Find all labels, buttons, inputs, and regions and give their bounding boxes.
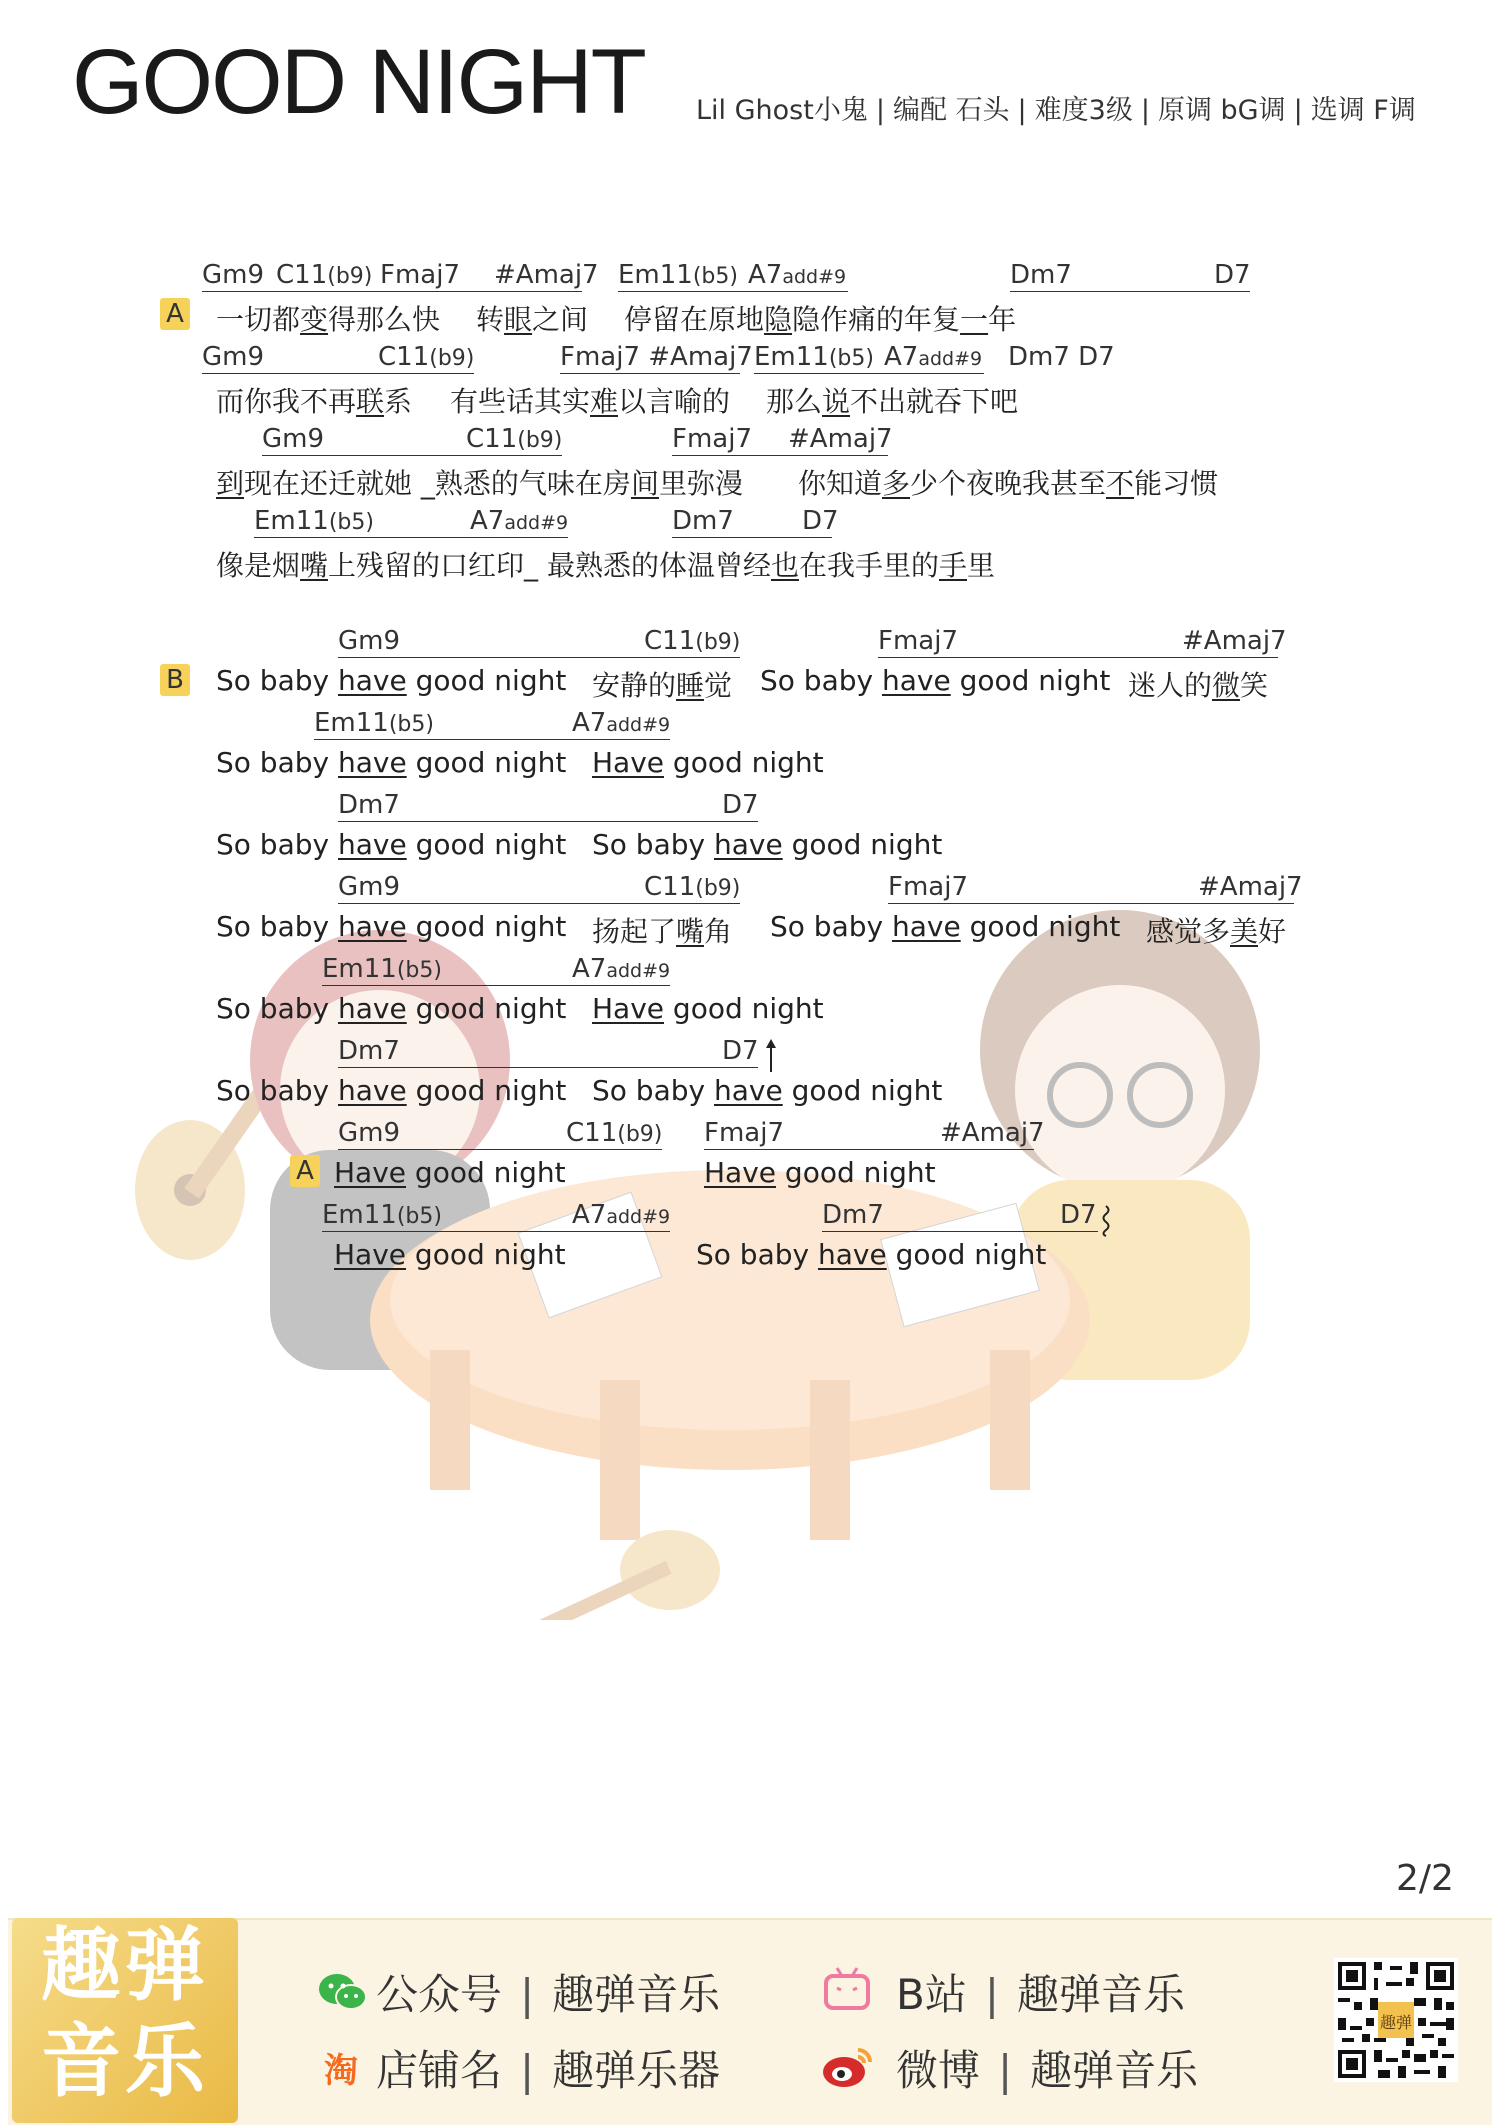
meta-arranger: 编配 石头 [892,95,1010,126]
lyric-text: 像是烟嘴上残留的口红印_ 最熟悉的体温曾经也在我手里的手里 [216,549,996,582]
page-number: 2/2 [1396,1858,1454,1899]
chord-duration-line [338,657,740,658]
chord-c11b9: C11(b9) [644,626,741,656]
lyric-text: 到现在还迁就她 _熟悉的气味在房间里弥漫 [216,467,743,500]
lyric-text: So baby have good night [216,1074,567,1107]
chord-line [0,954,1500,994]
chord-line [0,260,1500,300]
chord-line [0,1118,1500,1158]
song-title: GOOD NIGHT [72,31,645,133]
section-marker-a: A [160,298,190,330]
chord-duration-line [560,373,740,374]
chord-duration-line [314,739,670,740]
lyric-line [0,1156,1500,1196]
meta-difficulty: 难度3级 [1034,95,1133,126]
meta-selected-key: 选调 F调 [1310,95,1416,126]
chord-amaj7: #Amaj7 [940,1118,1045,1148]
chord-duration-line [878,657,1278,658]
chord-a7add9: A7add#9 [884,342,983,372]
bilibili-value: 趣弹音乐 [1016,1970,1185,2019]
lyric-text: 安静的睡觉 [592,669,733,702]
lyric-text: 你知道多少个夜晚我甚至不能习惯 [798,467,1219,500]
chord-em11b5: Em11(b5) [618,260,738,290]
chord-duration-line [618,291,848,292]
lyric-line [0,992,1500,1032]
lyric-line [0,298,1500,338]
chord-duration-line [262,455,562,456]
footer-separator: | [998,2046,1013,2095]
lyric-text: Have good night [334,1238,566,1271]
wechat-icon [318,1972,368,2012]
lyric-line [0,664,1500,704]
chord-duration-line [672,455,888,456]
chord-c11b9: C11(b9) [378,342,475,372]
chord-duration-line [704,1149,1034,1150]
chord-duration-line [754,373,984,374]
chord-duration-line [338,903,740,904]
lyric-text: 迷人的微笑 [1128,669,1269,702]
brand-logo [12,1918,238,2123]
chord-duration-line [322,1231,670,1232]
lyric-line [0,828,1500,868]
lyric-text: So baby have good night [216,992,567,1025]
chord-duration-line [338,821,758,822]
chord-a7add9: A7add#9 [572,954,671,984]
chord-em11b5: Em11(b5) [254,506,374,536]
chord-gm9: Gm9 [338,1118,401,1148]
bilibili-label: B站 [896,1970,967,2019]
footer-separator: | [984,1970,999,2019]
lyric-text: So baby have good night [592,828,943,861]
lyric-text: Have good night [592,992,824,1025]
meta-separator: | [1017,95,1027,126]
chord-dm7-d7: Dm7 D7 [1008,342,1115,372]
chord-line [0,1036,1500,1076]
qr-logo-text: 趣弹 [1379,2013,1413,2032]
lyric-line [0,910,1500,950]
section-marker-b: B [160,664,190,696]
chord-line [0,626,1500,666]
taobao-store [376,2038,720,2098]
chord-dm7: Dm7 [1010,260,1072,290]
chord-line [0,708,1500,748]
chord-c11b9: C11(b9) [276,260,373,290]
chord-fmaj7: Fmaj7 [380,260,460,290]
chord-fmaj7: Fmaj7 [704,1118,784,1148]
chord-gm9: Gm9 [338,626,401,656]
chord-d7: D7 [722,790,759,820]
chord-em11b5: Em11(b5) [314,708,434,738]
ukulele-bottom-icon [521,1530,720,1620]
chord-a7add9: A7add#9 [748,260,847,290]
weibo-label: 微博 [896,2046,981,2095]
svg-text:淘: 淘 [324,2051,358,2091]
chord-duration-line [202,373,474,374]
weibo-account [896,2038,1198,2098]
taobao-icon [318,2046,364,2092]
lyric-text: 有些话其实难以言喻的 [450,385,731,418]
lyric-text: Have good night [704,1156,936,1189]
lyric-line [0,1074,1500,1114]
chord-gm9: Gm9 [202,342,265,372]
weibo-icon [820,2044,876,2090]
footer-separator: | [520,1970,535,2019]
chord-gm9: Gm9 [262,424,325,454]
wechat-account [376,1962,720,2022]
brand-line-1: 趣弹 [41,1919,209,2012]
lyric-line [0,746,1500,786]
lyric-text: So baby have good night [216,664,567,697]
lyric-text: 感觉多美好 [1146,915,1287,948]
chord-a7add9: A7add#9 [470,506,569,536]
chord-c11b9: C11(b9) [566,1118,663,1148]
chord-duration-line [254,537,568,538]
arpeggio-icon [1100,1204,1112,1238]
section-marker-a-outro: A [290,1155,320,1187]
chord-d7: D7 [1214,260,1251,290]
chord-duration-line [202,291,582,292]
chord-fmaj7: Fmaj7 [888,872,968,902]
lyric-line [0,380,1500,420]
chord-amaj7: #Amaj7 [1182,626,1287,656]
bilibili-account [896,1962,1185,2022]
meta-separator: | [1140,95,1150,126]
lyric-line [0,1238,1500,1278]
weibo-value: 趣弹音乐 [1030,2046,1199,2095]
chord-amaj7: #Amaj7 [494,260,599,290]
lyric-text: So baby have good night [216,828,567,861]
qr-code [1334,1958,1458,2082]
lyric-text: 停留在原地隐隐作痛的年复一年 [624,303,1017,336]
chord-fmaj7: Fmaj7 [878,626,958,656]
chord-amaj7: #Amaj7 [788,424,893,454]
chord-dm7: Dm7 [338,790,400,820]
chord-fmaj7: Fmaj7 [672,424,752,454]
lyric-text: So baby have good night [770,910,1121,943]
chord-c11b9: C11(b9) [644,872,741,902]
lyric-text: 一切都变得那么快 [216,303,441,336]
chord-duration-line [888,903,1294,904]
chord-line [0,872,1500,912]
chord-a7add9: A7add#9 [572,708,671,738]
lyric-text: So baby have good night [760,664,1111,697]
meta-original-key: 原调 bG调 [1157,95,1286,126]
chord-duration-line [322,985,670,986]
chord-d7: D7 [722,1036,759,1066]
chord-em11b5: Em11(b5) [322,1200,442,1230]
brand-line-2: 音乐 [41,2015,209,2108]
strum-up-icon [764,1038,778,1074]
chord-d7: D7 [802,506,839,536]
chord-duration-line [338,1149,662,1150]
lyric-text: 那么说不出就吞下吧 [766,385,1019,418]
chord-fmaj7-amaj7: Fmaj7 #Amaj7 [560,342,753,372]
chord-line [0,1200,1500,1240]
chord-duration-line [1010,291,1250,292]
chord-gm9: Gm9 [338,872,401,902]
taobao-label: 店铺名 [376,2046,503,2095]
chord-a7add9: A7add#9 [572,1200,671,1230]
meta-artist: Lil Ghost小鬼 [696,95,868,126]
lyric-text: 转眼之间 [476,303,589,336]
meta-separator: | [875,95,885,126]
lyric-text: So baby have good night [216,746,567,779]
meta-separator: | [1293,95,1303,126]
chord-duration-line [822,1231,1098,1232]
lyric-line [0,462,1500,502]
chord-line [0,342,1500,382]
taobao-value: 趣弹乐器 [552,2046,721,2095]
lyric-text: So baby have good night [592,1074,943,1107]
lyric-text: 扬起了嘴角 [592,915,733,948]
chord-dm7: Dm7 [338,1036,400,1066]
chord-gm9: Gm9 [202,260,265,290]
chord-d7: D7 [1060,1200,1097,1230]
bilibili-icon [822,1966,872,2012]
chord-amaj7: #Amaj7 [1198,872,1303,902]
lyric-text: 而你我不再联系 [216,385,413,418]
footer-separator: | [520,2046,535,2095]
chord-line [0,506,1500,546]
chord-line [0,424,1500,464]
chord-dm7: Dm7 [672,506,734,536]
wechat-value: 趣弹音乐 [552,1970,721,2019]
chord-duration-line [338,1067,758,1068]
chord-dm7: Dm7 [822,1200,884,1230]
lyric-text: Have good night [592,746,824,779]
chord-em11b5: Em11(b5) [322,954,442,984]
chord-line [0,790,1500,830]
chord-c11b9: C11(b9) [466,424,563,454]
lyric-text: Have good night [334,1156,566,1189]
lyric-line [0,544,1500,584]
wechat-label: 公众号 [376,1970,503,2019]
lyric-text: So baby have good night [696,1238,1047,1271]
chord-duration-line [672,537,832,538]
lyric-text: So baby have good night [216,910,567,943]
chord-em11b5: Em11(b5) [754,342,874,372]
